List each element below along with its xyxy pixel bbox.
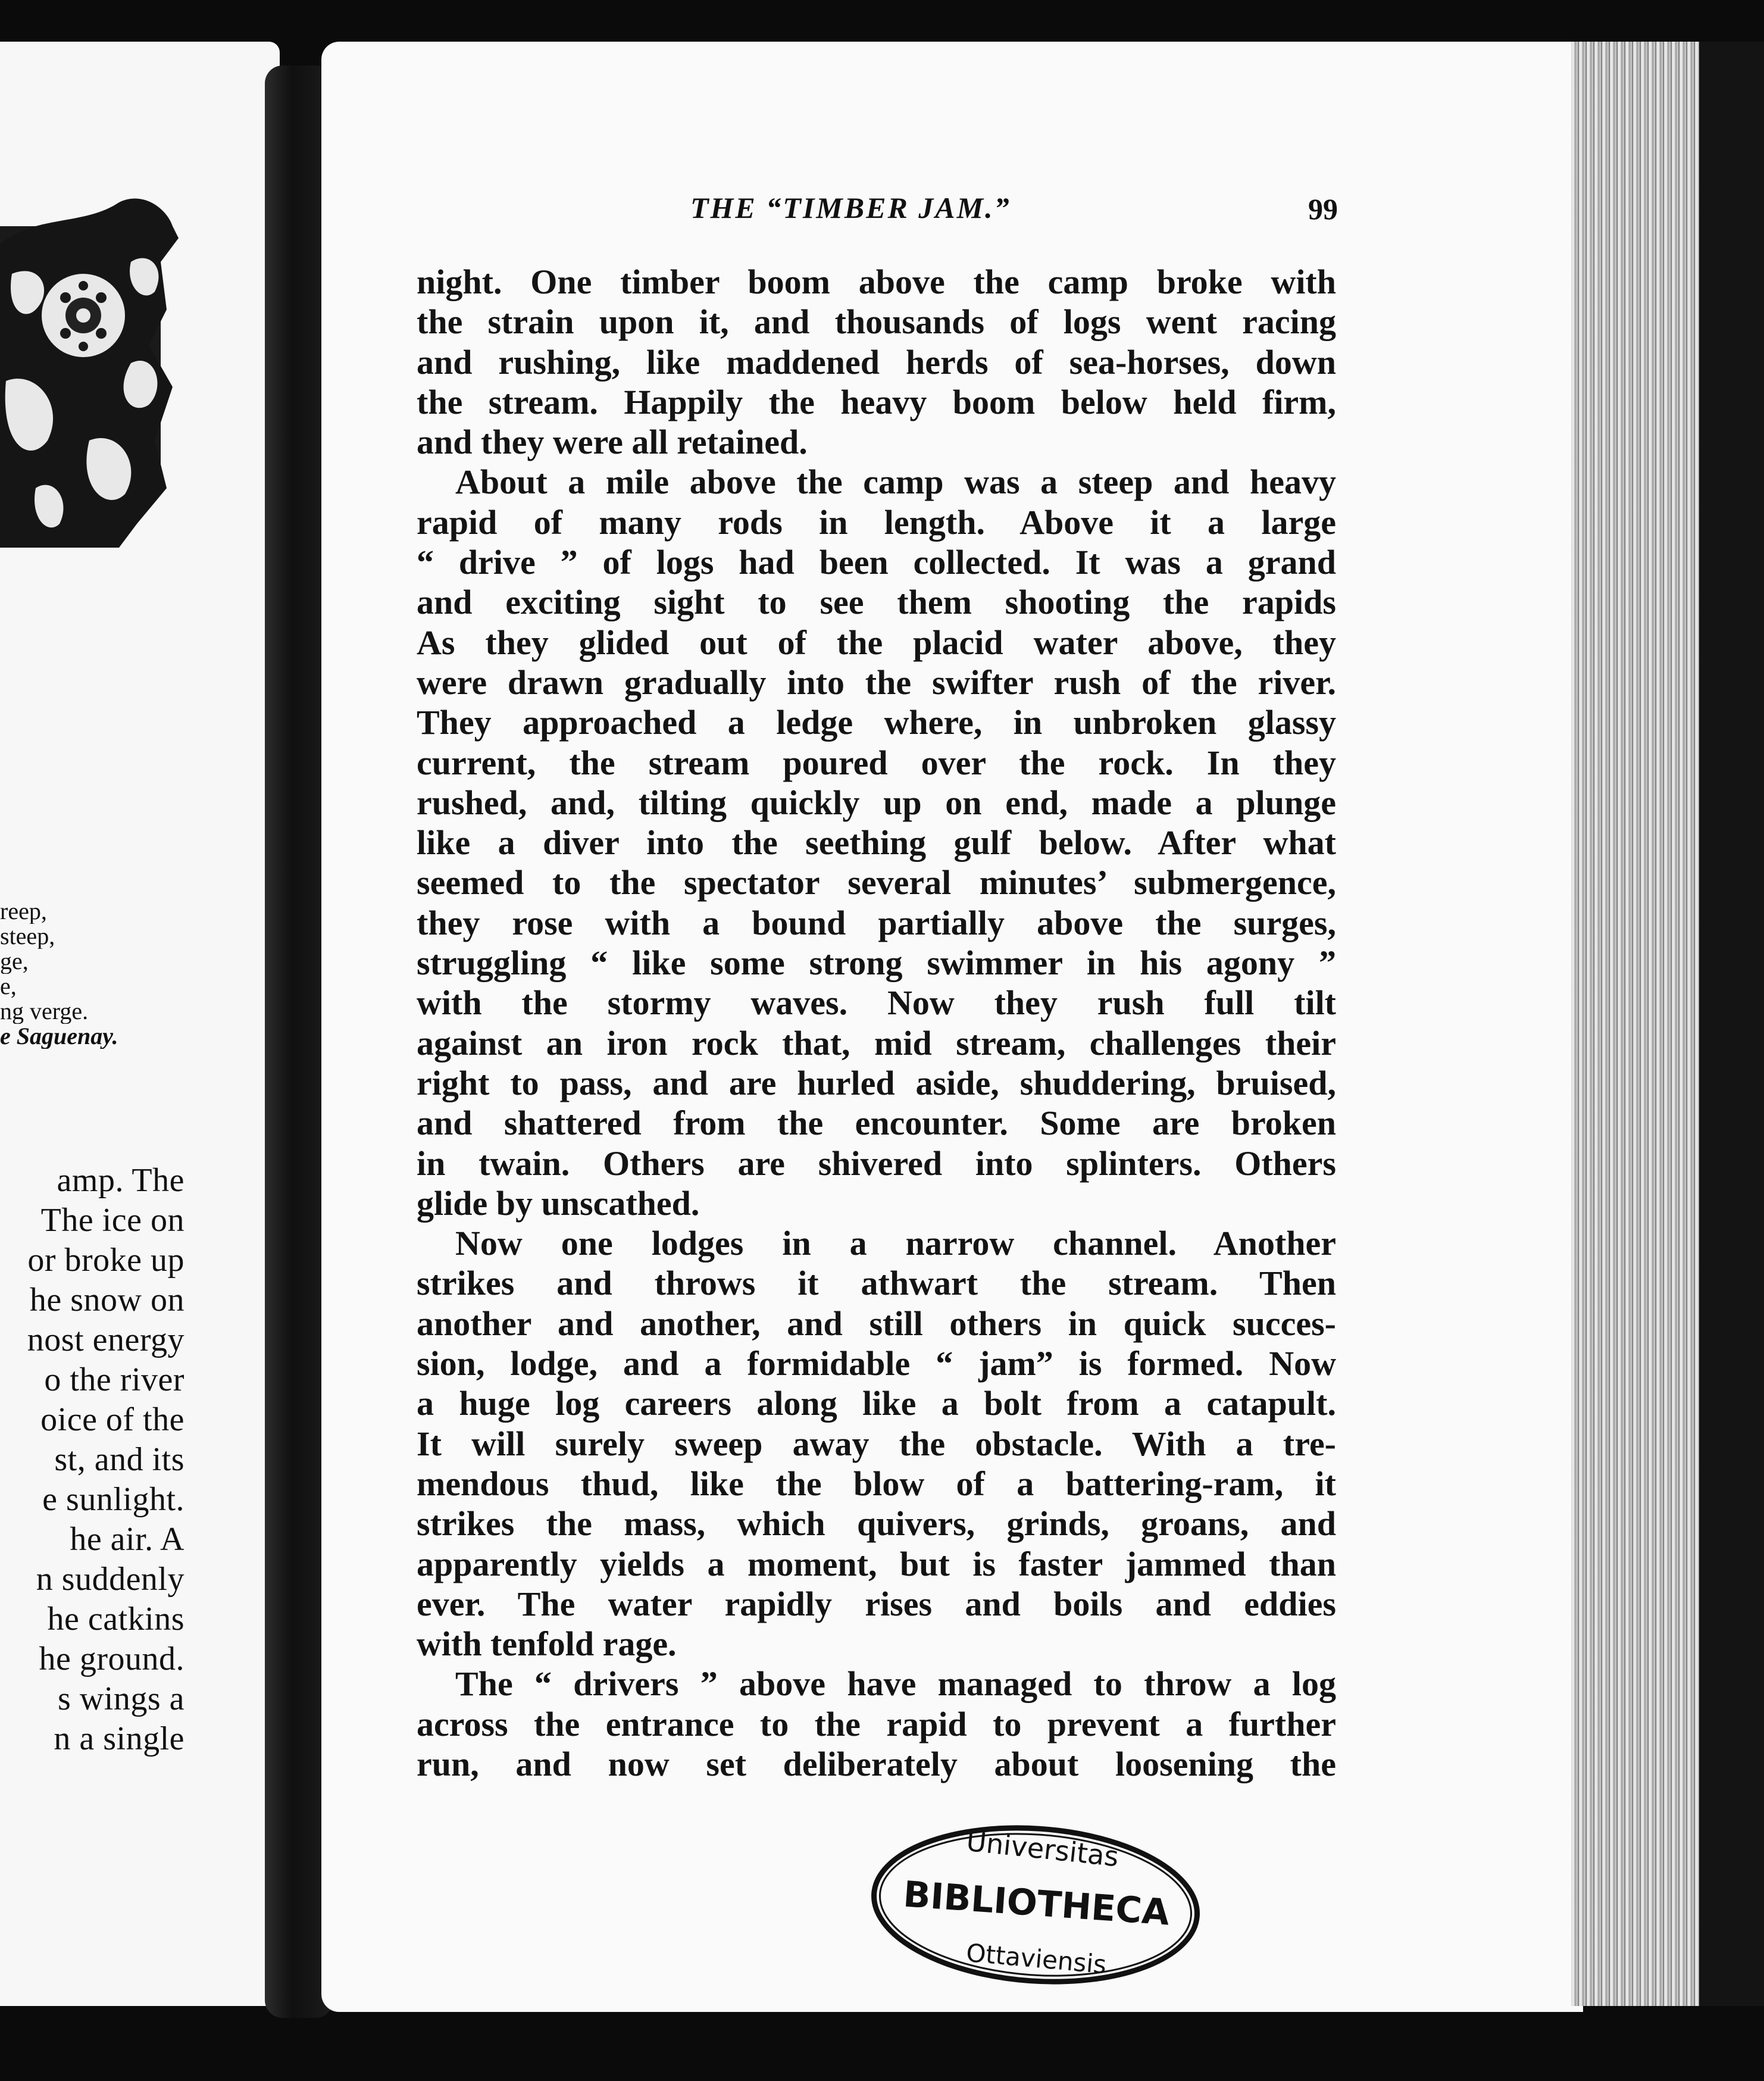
text-line: were drawn gradually into the swifter rush of the river. [417,663,1336,702]
text-line: the stream. Happily the heavy boom below held firm, [417,382,1336,421]
left-prose-fragment [0,1161,184,1759]
text-line: run, and now set deliberately about loosening the [417,1744,1336,1783]
prose-line: he snow on [29,1282,184,1318]
text-line: They approached a ledge where, in unbroken glassy [417,703,1336,742]
poem-line: steep, [0,924,55,949]
text-line: strikes the mass, which quivers, grinds, groans, and [417,1504,1336,1543]
text-line: and rushing, like maddened herds of sea-horses, down [417,342,1336,382]
text-line: they rose with a bound partially above the surges, [417,903,1336,942]
text-line: The “ drivers ” above have managed to throw a log [455,1664,1336,1704]
page-number: 99 [1308,192,1338,226]
prose-line: he ground. [39,1641,184,1677]
prose-line: oice of the [40,1401,184,1438]
text-line: ever. The water rapidly rises and boils and eddies [417,1584,1336,1623]
text-line: current, the stream poured over the rock. In they [417,743,1336,782]
poem-line: ge, [0,949,29,974]
text-line: rapid of many rods in length. Above it a large [417,502,1336,542]
prose-line: e sunlight. [42,1481,184,1518]
page-edges [1571,42,1699,2006]
text-line: It will surely sweep away the obstacle. With a tre- [417,1424,1336,1463]
stamp-middle-text: BIBLIOTHECA [902,1873,1171,1934]
text-line: and exciting sight to see them shooting the rapids [417,583,1336,622]
left-poem-fragment [0,899,280,1049]
text-line: across the entrance to the rapid to prevent a further [417,1704,1336,1743]
text-line: seemed to the spectator several minutes’ submergence, [417,863,1336,902]
text-line: and they were all retained. [417,423,808,462]
text-line: night. One timber boom above the camp broke with [417,263,1336,301]
text-line: and shattered from the encounter. Some are broken [417,1104,1336,1143]
library-stamp [863,1816,1208,1994]
prose-line: o the river [44,1361,184,1398]
prose-line: he catkins [47,1601,184,1638]
prose-line: n a single [54,1720,184,1757]
text-line: with the stormy waves. Now they rush full tilt [417,983,1336,1023]
body-text [417,262,1336,1784]
stamp-top-text: Universitas [965,1824,1121,1873]
text-line: like a diver into the seething gulf below. After what [417,823,1336,863]
text-line: strikes and throws it athwart the stream. Then [417,1264,1336,1303]
text-line: the strain upon it, and thousands of logs went racing [417,302,1336,342]
left-page [0,42,280,2006]
prose-line: st, and its [54,1441,184,1478]
stamp-bottom-text: Ottaviensis [965,1938,1108,1980]
prose-line: he air. A [70,1521,184,1558]
text-line: glide by unscathed. [417,1183,700,1223]
prose-line: The ice on [40,1202,184,1239]
text-line: a huge log careers along like a bolt from a catapult. [417,1384,1336,1423]
text-line: another and another, and still others in quick succes- [417,1304,1336,1343]
text-line: struggling “ like some strong swimmer in his agony ” [417,943,1336,983]
text-line: mendous thud, like the blow of a battering-ram, it [417,1464,1336,1503]
poem-line: e, [0,974,17,999]
poem-line: ng verge. [0,999,89,1024]
book-edge-shadow [1699,42,1764,2006]
text-line: apparently yields a moment, but is faster jammed than [417,1544,1336,1583]
text-line: About a mile above the camp was a steep and heavy [455,463,1336,502]
poem-attribution: e Saguenay. [0,1024,118,1049]
text-line: in twain. Others are shivered into splinters. Others [417,1143,1336,1183]
running-head: THE “TIMBER JAM.” [690,191,1011,224]
text-line: As they glided out of the placid water above, they [417,623,1336,662]
text-line: sion, lodge, and a formidable “ jam” is formed. Now [417,1344,1336,1383]
prose-line: n suddenly [36,1561,184,1598]
text-line: with tenfold rage. [417,1624,677,1664]
prose-line: or broke up [27,1242,184,1279]
prose-line: amp. The [57,1162,184,1199]
prose-line: nost energy [27,1321,184,1358]
text-line: right to pass, and are hurled aside, shuddering, bruised, [417,1063,1336,1102]
text-line: rushed, and, tilting quickly up on end, made a plunge [417,783,1336,822]
poem-line: reep, [0,899,47,924]
text-line: against an iron rock that, mid stream, challenges their [417,1023,1336,1063]
text-line: Now one lodges in a narrow channel. Another [455,1224,1336,1263]
text-line: “ drive ” of logs had been collected. It was a grand [417,543,1336,582]
prose-line: s wings a [58,1680,184,1717]
floral-ornament-icon [0,190,179,548]
